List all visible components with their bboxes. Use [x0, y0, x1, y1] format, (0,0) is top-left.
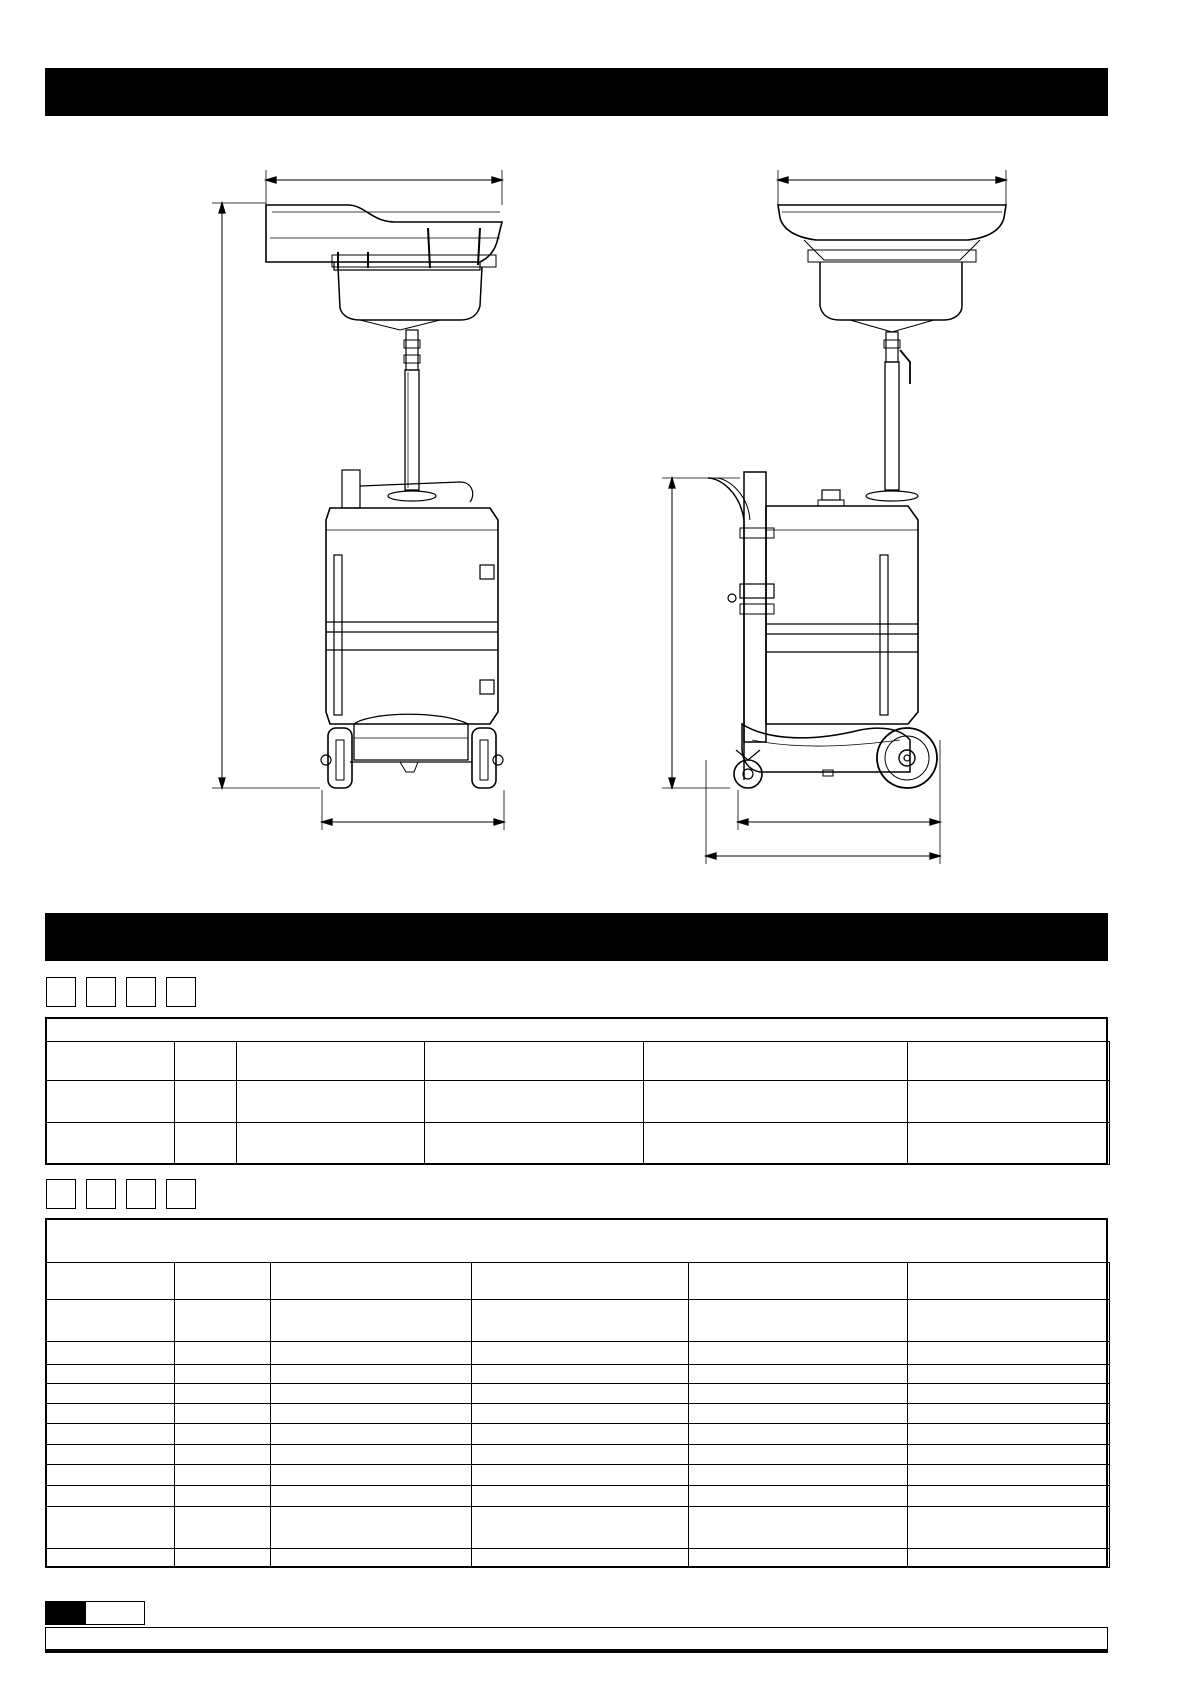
- table-cell: [47, 1424, 175, 1445]
- table-cell: [175, 1507, 271, 1549]
- table-row: [47, 1445, 1110, 1465]
- table-cell: [271, 1465, 472, 1486]
- option-box-3[interactable]: [126, 977, 156, 1007]
- table-cell: [472, 1365, 689, 1384]
- table-cell: [908, 1081, 1110, 1123]
- table-cell: [908, 1300, 1110, 1342]
- table-row: [47, 1123, 1110, 1165]
- spec-table-1-grid: [46, 1041, 1110, 1165]
- table-row: [47, 1081, 1110, 1123]
- table-cell: [47, 1549, 175, 1568]
- table-cell: [908, 1486, 1110, 1507]
- table-cell: [47, 1300, 175, 1342]
- table-cell: [47, 1123, 175, 1165]
- table-cell: [644, 1042, 908, 1081]
- option-box-6[interactable]: [86, 1179, 116, 1209]
- spec-table-2-grid: [46, 1262, 1110, 1568]
- front-view-drawing: [212, 170, 504, 830]
- table-cell: [237, 1081, 425, 1123]
- table-cell: [175, 1342, 271, 1365]
- table-cell: [908, 1465, 1110, 1486]
- table-cell: [271, 1445, 472, 1465]
- table-cell: [644, 1081, 908, 1123]
- table-cell: [472, 1384, 689, 1404]
- table-cell: [472, 1342, 689, 1365]
- table-cell: [175, 1445, 271, 1465]
- table-cell: [908, 1123, 1110, 1165]
- table-cell: [175, 1404, 271, 1424]
- table-cell: [271, 1549, 472, 1568]
- table-row: [47, 1549, 1110, 1568]
- table-cell: [472, 1549, 689, 1568]
- footer-tag-fill: [46, 1602, 86, 1624]
- table-cell: [472, 1445, 689, 1465]
- table-cell: [689, 1549, 908, 1568]
- table-cell: [689, 1486, 908, 1507]
- table-row: [47, 1424, 1110, 1445]
- table-cell: [47, 1404, 175, 1424]
- table-cell: [908, 1384, 1110, 1404]
- spec-table-1: [45, 1017, 1108, 1165]
- table-cell: [689, 1384, 908, 1404]
- table-cell: [472, 1486, 689, 1507]
- spec-table-1-caption: [47, 1019, 1106, 1042]
- table-cell: [472, 1507, 689, 1549]
- table-cell: [237, 1042, 425, 1081]
- table-cell: [47, 1384, 175, 1404]
- table-row: [47, 1263, 1110, 1300]
- table-row: [47, 1042, 1110, 1081]
- table-cell: [689, 1365, 908, 1384]
- table-cell: [175, 1081, 237, 1123]
- table-cell: [425, 1123, 644, 1165]
- table-row: [47, 1507, 1110, 1549]
- option-box-5[interactable]: [46, 1179, 76, 1209]
- spec-table-2: [45, 1218, 1108, 1568]
- table-row: [47, 1486, 1110, 1507]
- table-cell: [908, 1507, 1110, 1549]
- table-cell: [425, 1081, 644, 1123]
- table-cell: [271, 1507, 472, 1549]
- table-cell: [908, 1445, 1110, 1465]
- table-cell: [175, 1486, 271, 1507]
- option-box-7[interactable]: [126, 1179, 156, 1209]
- table-cell: [689, 1445, 908, 1465]
- footer-note-box: [45, 1627, 1108, 1653]
- table-cell: [689, 1300, 908, 1342]
- table-cell: [689, 1424, 908, 1445]
- table-cell: [689, 1404, 908, 1424]
- table-row: [47, 1365, 1110, 1384]
- option-box-2[interactable]: [86, 977, 116, 1007]
- table-cell: [472, 1404, 689, 1424]
- specifications-header-bar: [45, 913, 1108, 961]
- table-cell: [908, 1365, 1110, 1384]
- table-cell: [175, 1365, 271, 1384]
- table-cell: [689, 1263, 908, 1300]
- table-cell: [47, 1263, 175, 1300]
- table-cell: [908, 1042, 1110, 1081]
- table-cell: [271, 1263, 472, 1300]
- table-cell: [425, 1042, 644, 1081]
- side-view-drawing: [662, 170, 1006, 864]
- table-cell: [908, 1549, 1110, 1568]
- table-row: [47, 1384, 1110, 1404]
- table-row: [47, 1342, 1110, 1365]
- table-cell: [689, 1465, 908, 1486]
- table-cell: [175, 1263, 271, 1300]
- table-row: [47, 1300, 1110, 1342]
- table-cell: [908, 1404, 1110, 1424]
- table-cell: [271, 1424, 472, 1445]
- option-box-8[interactable]: [166, 1179, 196, 1209]
- table-cell: [47, 1342, 175, 1365]
- table-cell: [47, 1445, 175, 1465]
- table-cell: [472, 1465, 689, 1486]
- table-cell: [271, 1404, 472, 1424]
- table-cell: [47, 1042, 175, 1081]
- table-cell: [689, 1507, 908, 1549]
- spec-table-2-caption: [47, 1220, 1106, 1263]
- table-cell: [271, 1365, 472, 1384]
- table-cell: [271, 1300, 472, 1342]
- table-cell: [175, 1549, 271, 1568]
- table-cell: [175, 1042, 237, 1081]
- table-cell: [271, 1342, 472, 1365]
- table-cell: [271, 1384, 472, 1404]
- table-cell: [271, 1486, 472, 1507]
- table-cell: [47, 1365, 175, 1384]
- table-cell: [175, 1465, 271, 1486]
- table-cell: [47, 1081, 175, 1123]
- table-cell: [472, 1424, 689, 1445]
- table-cell: [175, 1384, 271, 1404]
- table-row: [47, 1404, 1110, 1424]
- table-cell: [908, 1263, 1110, 1300]
- table-cell: [175, 1300, 271, 1342]
- table-cell: [47, 1486, 175, 1507]
- table-row: [47, 1465, 1110, 1486]
- table-cell: [908, 1342, 1110, 1365]
- table-cell: [908, 1424, 1110, 1445]
- footer-tag: [45, 1601, 145, 1625]
- table-cell: [47, 1465, 175, 1486]
- table-cell: [237, 1123, 425, 1165]
- table-cell: [472, 1263, 689, 1300]
- option-box-4[interactable]: [166, 977, 196, 1007]
- option-box-1[interactable]: [46, 977, 76, 1007]
- table-cell: [175, 1424, 271, 1445]
- table-cell: [175, 1123, 237, 1165]
- table-cell: [472, 1300, 689, 1342]
- table-cell: [644, 1123, 908, 1165]
- table-cell: [47, 1507, 175, 1549]
- table-cell: [689, 1342, 908, 1365]
